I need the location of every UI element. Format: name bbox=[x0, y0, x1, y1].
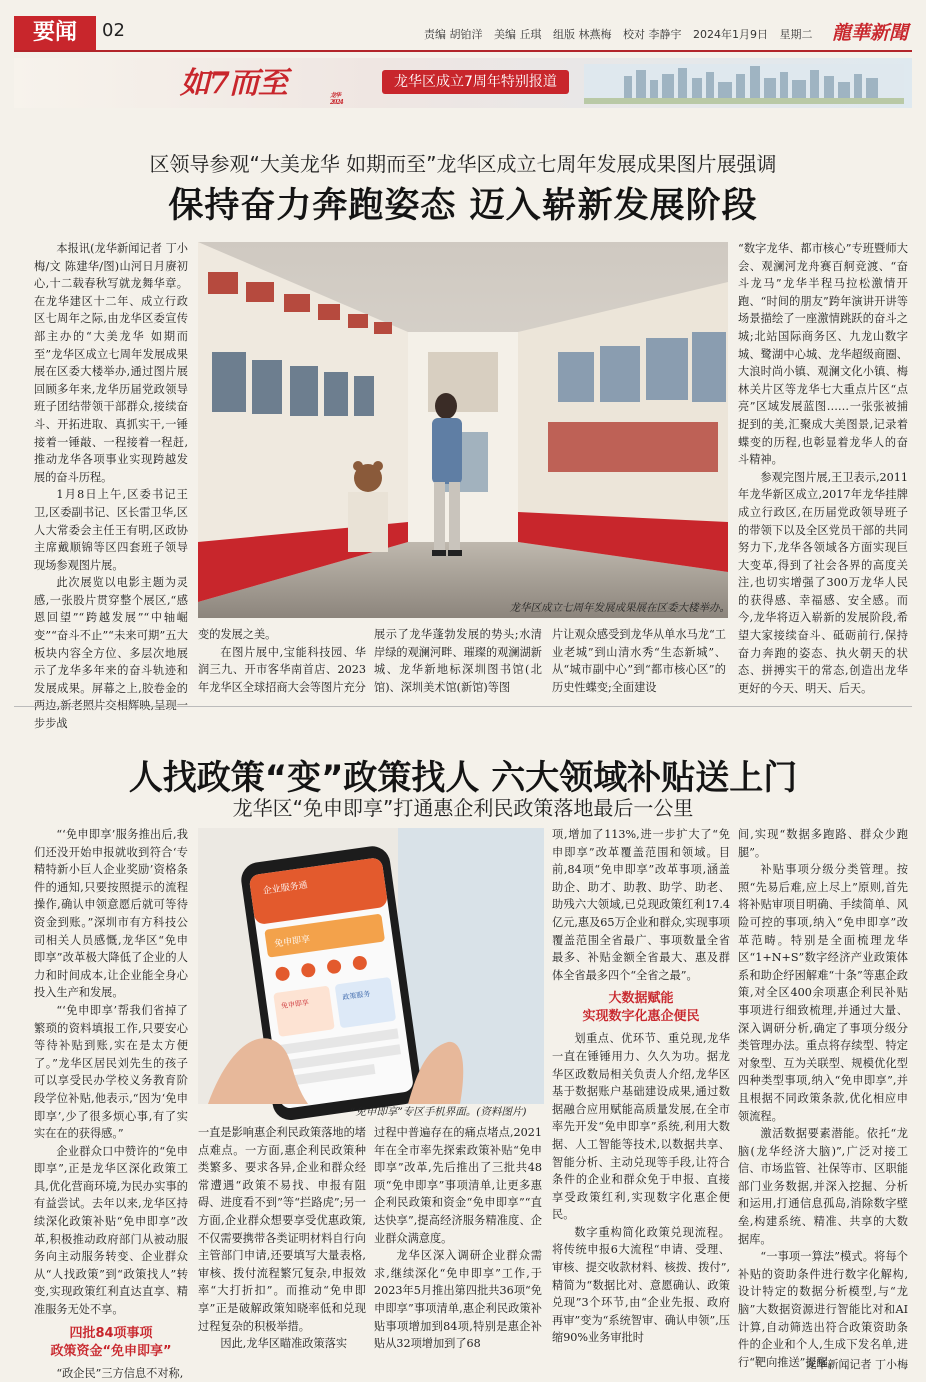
phone-photo-illustration bbox=[198, 828, 544, 1104]
story-divider bbox=[14, 706, 912, 707]
layout-credit: 组版 林燕梅 bbox=[553, 28, 612, 41]
story2-subhead-1: 四批84项事项 政策资金“免申即享” bbox=[50, 1325, 172, 1359]
story1-kicker: 区领导参观“大美龙华 如期而至”龙华区成立七周年发展成果图片展强调 bbox=[149, 152, 777, 176]
proofreader-credit: 校对 李静宇 bbox=[623, 28, 682, 41]
editor-credit: 责编 胡铂洋 bbox=[424, 28, 483, 41]
story2-headline: 人找政策“变”政策找人 六大领域补贴送上门 bbox=[128, 758, 798, 798]
credits bbox=[424, 26, 821, 42]
phone-tab-2: 政策服务 bbox=[341, 989, 371, 1002]
story1-photo-caption: 龙华区成立七周年发展成果展在区委大楼举办。 bbox=[509, 602, 730, 614]
art-editor-credit: 美编 丘琪 bbox=[494, 28, 542, 41]
anniversary-banner bbox=[14, 58, 912, 108]
skyline-illustration bbox=[584, 64, 904, 104]
page-header bbox=[14, 14, 912, 52]
story1-bottom-column-3: 片让观众感受到龙华从单水马龙“工业老城”到山清水秀“生态新城”、从“城市副中心”到“都市核心区”的历史性蝶变;全面建设 bbox=[552, 628, 726, 694]
section-tag: 要闻 bbox=[14, 16, 96, 50]
story2-column-3: 过程中普遍存在的痛点堵点,2021年在全市率先探索政策补贴“免申即享”改革,先后推出了三批共48项“免申即享”事项清单,让更多惠企利民政策和资金“免申即享”“直达快享”,提高经济服务精准度、企业群众满意度。 龙华区深入调研企业群众需求,继续深化“免申即享”工作,于2023年5月推出第四批共36项“免申即享”事项清单,惠企利民政策补贴事项增加到84项,特别是惠企补贴从32项增加到了68 bbox=[374, 1126, 542, 1351]
exhibition-photo-illustration bbox=[198, 242, 728, 618]
story2-column-1: “‘免申即享’服务推出后,我们还没开始申报就收到符合‘专精特新小巨人企业奖励’资格条件的通知,只要按照提示的流程操作,确认申领意愿后就可等待资金到账。”深圳市有方科技公司相关人员感慨,龙华区“免申即享”改革极大降低了企业的人力和时间成本,让企业能全身心投入生产和发展。 “‘免申即享’帮我们省掉了繁琐的资料填报工作,只要安心等待补贴到账,实在是太方便了。”龙华区居民刘先生的孩子可以享受民办学校义务教育阶段学位补贴,他表示,“因为‘免申即享’,少了很多烦心事,有了实实在在的获得感。” 企业群众口中赞许的“免申即享”,正是龙华区深化政策工具,优化营商环境,为民办实事的有益尝试。去年以来,龙华区持续深化政策补贴“免申即享”改革,积极推动政府部门从被动服务向主动服务转变、企业群众从“人找政策”到“政策找人”转变,实现政策红利直达直享、精准服务无处不享。 四批84项事项 政策资金“免申即享” “政企民”三方信息不对称, bbox=[34, 828, 188, 1380]
story2-column-5: 间,实现“数据多跑路、群众少跑腿”。 补贴事项分级分类管理。按照“先易后难,应上尽上”原则,首先将补贴审项目明确、手续简单、风险可控的事项,纳入“免申即享”改革范畴。特别是全面梳理龙华区“1+N+S”数字经济产业政策体系和助企纾困解难“十条”等惠企政策,对全区400余项惠企利民补贴事项进行细致梳理,并通过大量、深入调研分析,确定了事项分级分类管理办法。重点将存续型、特定对象型、互为关联型、规模优化型四种类型事项,纳入“免申即享”,并且根据不同政策条款,优化相应申领流程。 激活数据要素潜能。依托“龙脑(龙华经济大脑)”,广泛对接工信、市场监管、社保等市、区职能部门业务数据,并深入挖掘、分析和运用,打通信息孤岛,消除数字壁垒,构建系统、精准、共享的大数据库。 “一事项一算法”模式。将每个补贴的资助条件进行数字化解构,设计特定的数据分析模型,与“龙脑”大数据资源进行智能比对和AI计算,自动筛选出符合政策资助条件的企业和个人,生成下发名单,进行“靶向推送”提醒。 bbox=[738, 828, 908, 1369]
banner-pill: 龙华区成立7周年特别报道 bbox=[382, 70, 569, 94]
story2-photo-caption: “免申即享”专区手机界面。(资料图片) bbox=[350, 1106, 527, 1118]
phone-tab-1: 免申即享 bbox=[280, 998, 310, 1011]
story1-right-column: “数字龙华、都市核心”专班暨师大会、观澜河龙舟赛百舸竞渡、“奋斗龙马”龙华半程马拉松激情开跑、“时间的朋友”跨年演讲开讲等场景描绘了一座激情跳跃的奋斗之城;北站国际商务区、九龙山数字城、鹭湖中心城、龙华超级商圈、大浪时尚小镇、观澜文化小镇、梅林关片区等龙华七大重点片区“点亮”区域发展蓝图……一张张被捕捉到的美,汇聚成大美图景,记录着蝶变的历程,也彰显着龙华人的奋斗精神。 参观完图片展,王卫表示,2011年龙华新区成立,2017年龙华挂牌成立行政区,在历届党政领导班子的带领下以及全区党员干部的共同努力下,龙华各领域各方面实现巨大变革,得到了社会各界的高度关注,也切实增强了300万龙华人民的获得感、幸福感、安全感。而今,龙华将迈入崭新的发展阶段,希望大家接续奋斗、砥砺前行,保持奋力奔跑的姿态、执火朝天的状态、拼搏实干的常态,创造出龙华更好的今天、明天、后天。 bbox=[738, 242, 908, 695]
newspaper-brand: 龍華新聞 bbox=[831, 22, 908, 44]
story1-paragraph: 1月8日上午,区委书记王卫,区委副书记、区长雷卫华,区人大常委会主任王有明,区政协主席戴顺锦等区四套班子领导现场参观图片展。 bbox=[34, 488, 188, 572]
story1-paragraph: 此次展览以电影主题为灵感,一张股片贯穿整个展区,“感恩回望”“跨越发展”“中轴崛变”“奋斗不止”“未来可期”五大板块内容全方位、多层次地展示了龙华多年来的奋斗轨迹和发展成果。屏幕之上,胶卷金的两边,新老照片交相辉映,呈现一步步战 bbox=[34, 576, 188, 731]
issue-weekday: 星期二 bbox=[779, 28, 813, 41]
story1-left-column bbox=[34, 240, 188, 731]
story2-column-4: 项,增加了113%,进一步扩大了“免申即享”改革覆盖范围和领域。目前,84项“免申即享”改革事项,涵盖助企、助才、助教、助学、助老、助残六大领域,已兑现政策红利17.4亿元,惠及65万企业和群众,实现事项覆盖范围全省最广、事项数量全省最多、补贴金额全省最大、惠及群体全省最多四个“全省之最”。 大数据赋能 实现数字化惠企便民 划重点、优环节、重兑现,龙华一直在锤锤用力、久久为功。据龙华区政数局相关负责人介绍,龙华区基于数据账户基础建设成果,通过数据融合应用赋能高质量发展,在全市率先开发“免申即享”系统,利用大数据、人工智能等技术,以数据共享、智能分析、主动兑现等手段,让符合条件的企业和群众免于申报、直接享受政策红利,实现数字化惠企便民。 数字重构简化政策兑现流程。将传统申报6大流程“申请、受理、审核、提交收款材料、核拨、拨付”,精简为“数据比对、意愿确认、政策兑现”3个环节,由“企业先报、政府再审”变为“系统智审、确认申领”,压缩90%业务审批时 bbox=[552, 828, 730, 1345]
page-number: 02 bbox=[102, 20, 125, 41]
issue-date: 2024年1月9日 bbox=[693, 28, 768, 41]
banner-logo: 如7而至 龙华2024 bbox=[180, 66, 343, 106]
story2-byline: 龙华新闻记者 丁小梅 bbox=[805, 1358, 908, 1371]
story2-subtitle: 龙华区“免申即享”打通惠企利民政策落地最后一公里 bbox=[232, 796, 694, 820]
story2-subhead-2: 大数据赋能 实现数字化惠企便民 bbox=[582, 991, 700, 1025]
story1-paragraph: 本报讯(龙华新闻记者 丁小梅/文 陈建华/图)山河日月赓初心,十二载春秋写就龙舞华章。在龙华建区十二年、成立行政区七周年之际,由龙华区委宣传部主办的“大美龙华 如期而至”龙华区成立七周年发展成果展在区委大楼举办,通过图片展回顾多年来,龙华历届党政领导班子团结带领干部群众,接续奋斗、开拓进取、真抓实干,一锤接着一锤敲、一程接着一程赶,推动龙华各项事业实现跨越发展的奋斗历程。 bbox=[34, 242, 188, 484]
story1-bottom-column-1: 变的发展之美。 在图片展中,宝能科技园、华润三九、开市客华南首店、2023年龙华区全球招商大会等图片充分 bbox=[198, 628, 366, 694]
story1-bottom-column-2: 展示了龙华蓬勃发展的势头;水清岸绿的观澜河畔、璀璨的观澜湖新城、龙华新地标深圳图书馆(北馆)、深圳美术馆(新馆)等图 bbox=[374, 628, 542, 694]
phone-photo bbox=[198, 828, 544, 1104]
story2-column-2: 一直是影响惠企利民政策落地的堵点难点。一方面,惠企利民政策种类繁多、要求各异,企业和群众经常遭遇“政策不易找、申报有阻碍、进度看不到”等“拦路虎”;另一方面,企业群众想要享受优惠政策,不仅需要携带各类证明材料自行向主管部门申请,还要填写大量表格,审核、拨付流程繁冗复杂,申报效率“大打折扣”。而推动“免申即享”正是破解政策知晓率低和兑现过程复杂的积极举措。 因此,龙华区瞄准政策落实 bbox=[198, 1126, 366, 1351]
exhibition-photo bbox=[198, 242, 728, 618]
phone-banner-text: 免申即享 bbox=[273, 934, 311, 950]
phone-app-title: 企业服务通 bbox=[262, 880, 309, 897]
story1-headline: 保持奋力奔跑姿态 迈入崭新发展阶段 bbox=[168, 186, 758, 226]
